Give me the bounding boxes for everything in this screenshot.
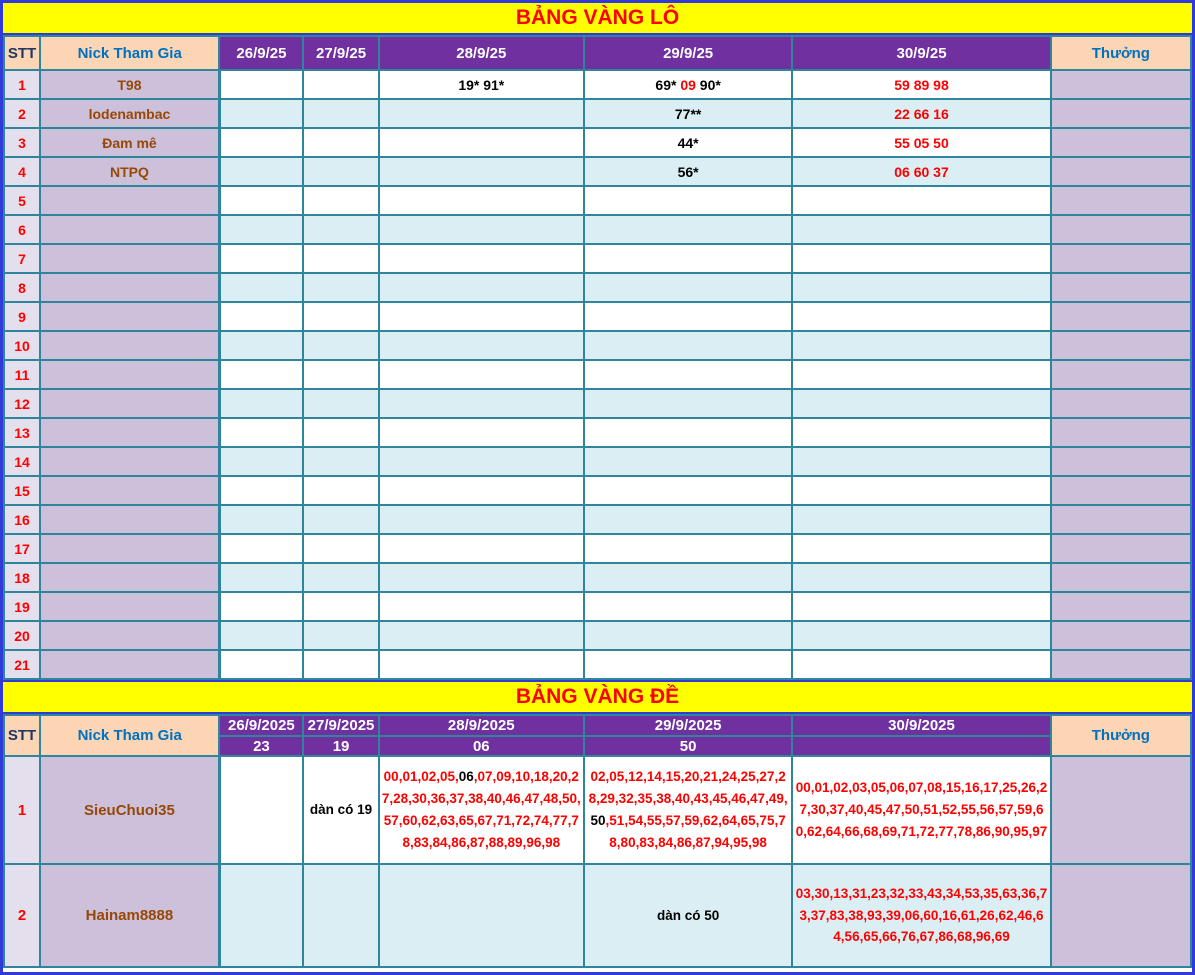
date-cell-29 xyxy=(584,273,792,302)
lo-row xyxy=(4,273,1191,302)
de-section-title: BẢNG VÀNG ĐỀ xyxy=(3,680,1192,714)
date-cell-27 xyxy=(303,534,378,563)
value-segment: 19* 91* xyxy=(458,76,505,93)
value-segment: 77** xyxy=(674,105,702,122)
thuong-cell xyxy=(1051,756,1191,864)
lo-row xyxy=(4,244,1191,273)
date-cell-26 xyxy=(219,128,303,157)
lo-row xyxy=(4,418,1191,447)
stt-cell: 4 xyxy=(4,157,40,186)
de-header-date-26: 26/9/2025 xyxy=(219,715,303,736)
date-cell-28 xyxy=(379,70,584,99)
date-cell-30 xyxy=(792,534,1050,563)
date-cell-30 xyxy=(792,186,1050,215)
lo-header-thuong: Thưởng xyxy=(1051,36,1191,70)
thuong-cell xyxy=(1051,70,1191,99)
date-cell-30 xyxy=(792,360,1050,389)
lo-row xyxy=(4,331,1191,360)
thuong-cell xyxy=(1051,360,1191,389)
de-header-value-30 xyxy=(792,736,1050,756)
stt-cell: 17 xyxy=(4,534,40,563)
nick-cell xyxy=(40,418,219,447)
lo-table xyxy=(3,35,1192,680)
de-header-stt: STT xyxy=(4,715,40,756)
date-cell-27 xyxy=(303,157,378,186)
date-cell-27 xyxy=(303,756,378,864)
date-cell-26 xyxy=(219,70,303,99)
date-cell-26 xyxy=(219,447,303,476)
date-cell-28 xyxy=(379,302,584,331)
stt-cell: 11 xyxy=(4,360,40,389)
value-segment: 69* xyxy=(655,76,681,93)
thuong-cell xyxy=(1051,476,1191,505)
thuong-cell xyxy=(1051,534,1191,563)
date-cell-29 xyxy=(584,186,792,215)
de-row xyxy=(4,756,1191,864)
date-cell-28 xyxy=(379,157,584,186)
nick-cell xyxy=(40,244,219,273)
lo-row xyxy=(4,592,1191,621)
lo-row xyxy=(4,534,1191,563)
nick-cell xyxy=(40,650,219,679)
date-cell-30 xyxy=(792,621,1050,650)
date-cell-26 xyxy=(219,621,303,650)
stt-cell: 14 xyxy=(4,447,40,476)
stt-cell: 8 xyxy=(4,273,40,302)
date-cell-27 xyxy=(303,128,378,157)
nick-cell xyxy=(40,360,219,389)
date-cell-29 xyxy=(584,476,792,505)
date-cell-26 xyxy=(219,99,303,128)
stt-cell: 1 xyxy=(4,756,40,864)
date-cell-29 xyxy=(584,157,792,186)
value-segment: 90* xyxy=(695,76,721,93)
thuong-cell xyxy=(1051,157,1191,186)
nick-cell xyxy=(40,447,219,476)
nick-cell: lodenambac xyxy=(40,99,219,128)
lo-header-date-26: 26/9/25 xyxy=(219,36,303,70)
value-segment: 22 66 16 xyxy=(894,105,949,122)
thuong-cell xyxy=(1051,99,1191,128)
date-cell-27 xyxy=(303,476,378,505)
date-cell-28 xyxy=(379,99,584,128)
date-cell-30 xyxy=(792,273,1050,302)
date-cell-27 xyxy=(303,418,378,447)
value-segment: dàn có 19 xyxy=(309,802,373,818)
stt-cell: 12 xyxy=(4,389,40,418)
lo-header-date-28: 28/9/25 xyxy=(379,36,584,70)
date-cell-28 xyxy=(379,273,584,302)
nick-cell xyxy=(40,592,219,621)
date-cell-29 xyxy=(584,389,792,418)
date-cell-29 xyxy=(584,70,792,99)
de-header-date-27: 27/9/2025 xyxy=(303,715,378,736)
date-cell-30 xyxy=(792,70,1050,99)
date-cell-28 xyxy=(379,621,584,650)
date-cell-29 xyxy=(584,756,792,864)
thuong-cell xyxy=(1051,621,1191,650)
value-segment: ,07,09,10,18,20,27,28,30,36,37,38,40,46,47,48,50,57,60,62,63,65,67,71,72,74,77,78,83,84,86,87,88,89,96,98 xyxy=(381,769,581,850)
nick-cell: NTPQ xyxy=(40,157,219,186)
date-cell-26 xyxy=(219,756,303,864)
nick-cell xyxy=(40,331,219,360)
date-cell-29 xyxy=(584,621,792,650)
lo-row xyxy=(4,302,1191,331)
value-segment: 06 60 37 xyxy=(894,163,949,180)
lo-header-stt: STT xyxy=(4,36,40,70)
de-table-body xyxy=(4,756,1191,967)
lo-section-title: BẢNG VÀNG LÔ xyxy=(3,3,1192,35)
lo-row xyxy=(4,621,1191,650)
date-cell-30 xyxy=(792,505,1050,534)
date-cell-30 xyxy=(792,389,1050,418)
thuong-cell xyxy=(1051,244,1191,273)
date-cell-26 xyxy=(219,186,303,215)
date-cell-27 xyxy=(303,592,378,621)
date-cell-26 xyxy=(219,302,303,331)
nick-cell xyxy=(40,621,219,650)
nick-cell: SieuChuoi35 xyxy=(40,756,219,864)
lo-row xyxy=(4,505,1191,534)
date-cell-26 xyxy=(219,534,303,563)
lo-row xyxy=(4,360,1191,389)
date-cell-29 xyxy=(584,128,792,157)
date-cell-28 xyxy=(379,756,584,864)
date-cell-28 xyxy=(379,331,584,360)
date-cell-29 xyxy=(584,302,792,331)
date-cell-30 xyxy=(792,563,1050,592)
date-cell-27 xyxy=(303,215,378,244)
lo-table-body xyxy=(4,70,1191,679)
thuong-cell xyxy=(1051,302,1191,331)
date-cell-26 xyxy=(219,331,303,360)
date-cell-29 xyxy=(584,360,792,389)
thuong-cell xyxy=(1051,592,1191,621)
date-cell-28 xyxy=(379,128,584,157)
date-cell-26 xyxy=(219,650,303,679)
date-cell-28 xyxy=(379,447,584,476)
de-header-date-30: 30/9/2025 xyxy=(792,715,1050,736)
de-header-value-28: 06 xyxy=(379,736,584,756)
value-segment: 59 89 98 xyxy=(894,76,949,93)
value-segment: ,51,54,55,57,59,62,64,65,75,78,80,83,84,86,87,94,95,98 xyxy=(605,813,786,850)
date-cell-29 xyxy=(584,592,792,621)
stt-cell: 5 xyxy=(4,186,40,215)
lo-row xyxy=(4,186,1191,215)
lo-header-date-29: 29/9/25 xyxy=(584,36,792,70)
date-cell-27 xyxy=(303,505,378,534)
thuong-cell xyxy=(1051,128,1191,157)
date-cell-27 xyxy=(303,99,378,128)
lo-header-row xyxy=(4,36,1191,70)
date-cell-29 xyxy=(584,244,792,273)
date-cell-27 xyxy=(303,302,378,331)
date-cell-26 xyxy=(219,505,303,534)
nick-cell xyxy=(40,186,219,215)
stt-cell: 7 xyxy=(4,244,40,273)
stt-cell: 15 xyxy=(4,476,40,505)
value-segment: 06 xyxy=(458,769,474,785)
date-cell-28 xyxy=(379,389,584,418)
value-segment: dàn có 50 xyxy=(656,907,720,923)
date-cell-30 xyxy=(792,331,1050,360)
nick-cell: Đam mê xyxy=(40,128,219,157)
de-header-value-27: 19 xyxy=(303,736,378,756)
date-cell-26 xyxy=(219,418,303,447)
lo-row xyxy=(4,447,1191,476)
thuong-cell xyxy=(1051,563,1191,592)
lo-row xyxy=(4,563,1191,592)
nick-cell xyxy=(40,389,219,418)
lo-row xyxy=(4,70,1191,99)
date-cell-26 xyxy=(219,360,303,389)
date-cell-30 xyxy=(792,476,1050,505)
date-cell-27 xyxy=(303,864,378,967)
de-header-value-29: 50 xyxy=(584,736,792,756)
lo-header-nick: Nick Tham Gia xyxy=(40,36,219,70)
date-cell-30 xyxy=(792,650,1050,679)
date-cell-28 xyxy=(379,505,584,534)
nick-cell xyxy=(40,534,219,563)
date-cell-28 xyxy=(379,476,584,505)
nick-cell xyxy=(40,215,219,244)
thuong-cell xyxy=(1051,864,1191,967)
date-cell-27 xyxy=(303,360,378,389)
date-cell-28 xyxy=(379,186,584,215)
date-cell-28 xyxy=(379,563,584,592)
date-cell-30 xyxy=(792,215,1050,244)
date-cell-27 xyxy=(303,650,378,679)
value-segment: 03,30,13,31,23,32,33,43,34,53,35,63,36,73,37,83,38,93,39,06,60,16,61,26,62,46,64,56,65,66,76,67,86,68,96,69 xyxy=(795,885,1048,945)
stt-cell: 2 xyxy=(4,99,40,128)
de-table xyxy=(3,714,1192,968)
date-cell-29 xyxy=(584,563,792,592)
date-cell-30 xyxy=(792,99,1050,128)
de-header-nick: Nick Tham Gia xyxy=(40,715,219,756)
date-cell-29 xyxy=(584,447,792,476)
date-cell-28 xyxy=(379,418,584,447)
date-cell-30 xyxy=(792,447,1050,476)
de-header-date-28: 28/9/2025 xyxy=(379,715,584,736)
thuong-cell xyxy=(1051,186,1191,215)
thuong-cell xyxy=(1051,389,1191,418)
lo-row xyxy=(4,215,1191,244)
date-cell-30 xyxy=(792,302,1050,331)
thuong-cell xyxy=(1051,331,1191,360)
stt-cell: 6 xyxy=(4,215,40,244)
date-cell-28 xyxy=(379,592,584,621)
nick-cell xyxy=(40,563,219,592)
date-cell-28 xyxy=(379,864,584,967)
thuong-cell xyxy=(1051,650,1191,679)
date-cell-27 xyxy=(303,70,378,99)
stt-cell: 1 xyxy=(4,70,40,99)
value-segment: 00,01,02,05, xyxy=(383,769,459,785)
lo-row xyxy=(4,389,1191,418)
lo-row xyxy=(4,128,1191,157)
date-cell-28 xyxy=(379,534,584,563)
date-cell-30 xyxy=(792,418,1050,447)
date-cell-27 xyxy=(303,331,378,360)
date-cell-29 xyxy=(584,99,792,128)
nick-cell xyxy=(40,505,219,534)
stt-cell: 3 xyxy=(4,128,40,157)
lo-row xyxy=(4,99,1191,128)
date-cell-29 xyxy=(584,650,792,679)
value-segment: 50 xyxy=(590,813,606,828)
stt-cell: 10 xyxy=(4,331,40,360)
date-cell-27 xyxy=(303,563,378,592)
date-cell-28 xyxy=(379,215,584,244)
de-header-row-dates xyxy=(4,715,1191,736)
date-cell-29 xyxy=(584,505,792,534)
thuong-cell xyxy=(1051,505,1191,534)
lo-row xyxy=(4,476,1191,505)
date-cell-28 xyxy=(379,360,584,389)
de-header-thuong: Thưởng xyxy=(1051,715,1191,756)
date-cell-26 xyxy=(219,476,303,505)
nick-cell xyxy=(40,476,219,505)
nick-cell: T98 xyxy=(40,70,219,99)
value-segment: 44* xyxy=(677,134,699,151)
date-cell-28 xyxy=(379,244,584,273)
value-segment: 02,05,12,14,15,20,21,24,25,27,28,29,32,35,38,40,43,45,46,47,49, xyxy=(588,769,788,807)
date-cell-26 xyxy=(219,563,303,592)
date-cell-26 xyxy=(219,273,303,302)
stt-cell: 13 xyxy=(4,418,40,447)
stt-cell: 16 xyxy=(4,505,40,534)
date-cell-26 xyxy=(219,864,303,967)
stt-cell: 19 xyxy=(4,592,40,621)
date-cell-29 xyxy=(584,864,792,967)
thuong-cell xyxy=(1051,447,1191,476)
date-cell-29 xyxy=(584,534,792,563)
date-cell-26 xyxy=(219,389,303,418)
date-cell-30 xyxy=(792,128,1050,157)
thuong-cell xyxy=(1051,273,1191,302)
stt-cell: 2 xyxy=(4,864,40,967)
date-cell-26 xyxy=(219,592,303,621)
lo-row xyxy=(4,157,1191,186)
date-cell-28 xyxy=(379,650,584,679)
nick-cell: Hainam8888 xyxy=(40,864,219,967)
thuong-cell xyxy=(1051,215,1191,244)
date-cell-27 xyxy=(303,186,378,215)
date-cell-27 xyxy=(303,447,378,476)
date-cell-29 xyxy=(584,331,792,360)
thuong-cell xyxy=(1051,418,1191,447)
date-cell-30 xyxy=(792,244,1050,273)
date-cell-27 xyxy=(303,244,378,273)
date-cell-29 xyxy=(584,418,792,447)
de-header-date-29: 29/9/2025 xyxy=(584,715,792,736)
date-cell-29 xyxy=(584,215,792,244)
nick-cell xyxy=(40,273,219,302)
lo-row xyxy=(4,650,1191,679)
date-cell-26 xyxy=(219,215,303,244)
stt-cell: 20 xyxy=(4,621,40,650)
value-segment: 00,01,02,03,05,06,07,08,15,16,17,25,26,27,30,37,40,45,47,50,51,52,55,56,57,59,60,62,64,66,68,69,71,72,77,78,86,90,95,97 xyxy=(795,780,1048,839)
value-segment: 09 xyxy=(680,76,696,93)
date-cell-26 xyxy=(219,157,303,186)
date-cell-27 xyxy=(303,273,378,302)
de-row xyxy=(4,864,1191,967)
date-cell-30 xyxy=(792,756,1050,864)
value-segment: 56* xyxy=(677,163,699,180)
nick-cell xyxy=(40,302,219,331)
stt-cell: 21 xyxy=(4,650,40,679)
date-cell-26 xyxy=(219,244,303,273)
date-cell-27 xyxy=(303,389,378,418)
lo-header-date-27: 27/9/25 xyxy=(303,36,378,70)
value-segment: 55 05 50 xyxy=(894,134,949,151)
date-cell-30 xyxy=(792,864,1050,967)
date-cell-30 xyxy=(792,157,1050,186)
stt-cell: 18 xyxy=(4,563,40,592)
de-header-value-26: 23 xyxy=(219,736,303,756)
date-cell-27 xyxy=(303,621,378,650)
date-cell-30 xyxy=(792,592,1050,621)
lo-header-date-30: 30/9/25 xyxy=(792,36,1050,70)
stt-cell: 9 xyxy=(4,302,40,331)
